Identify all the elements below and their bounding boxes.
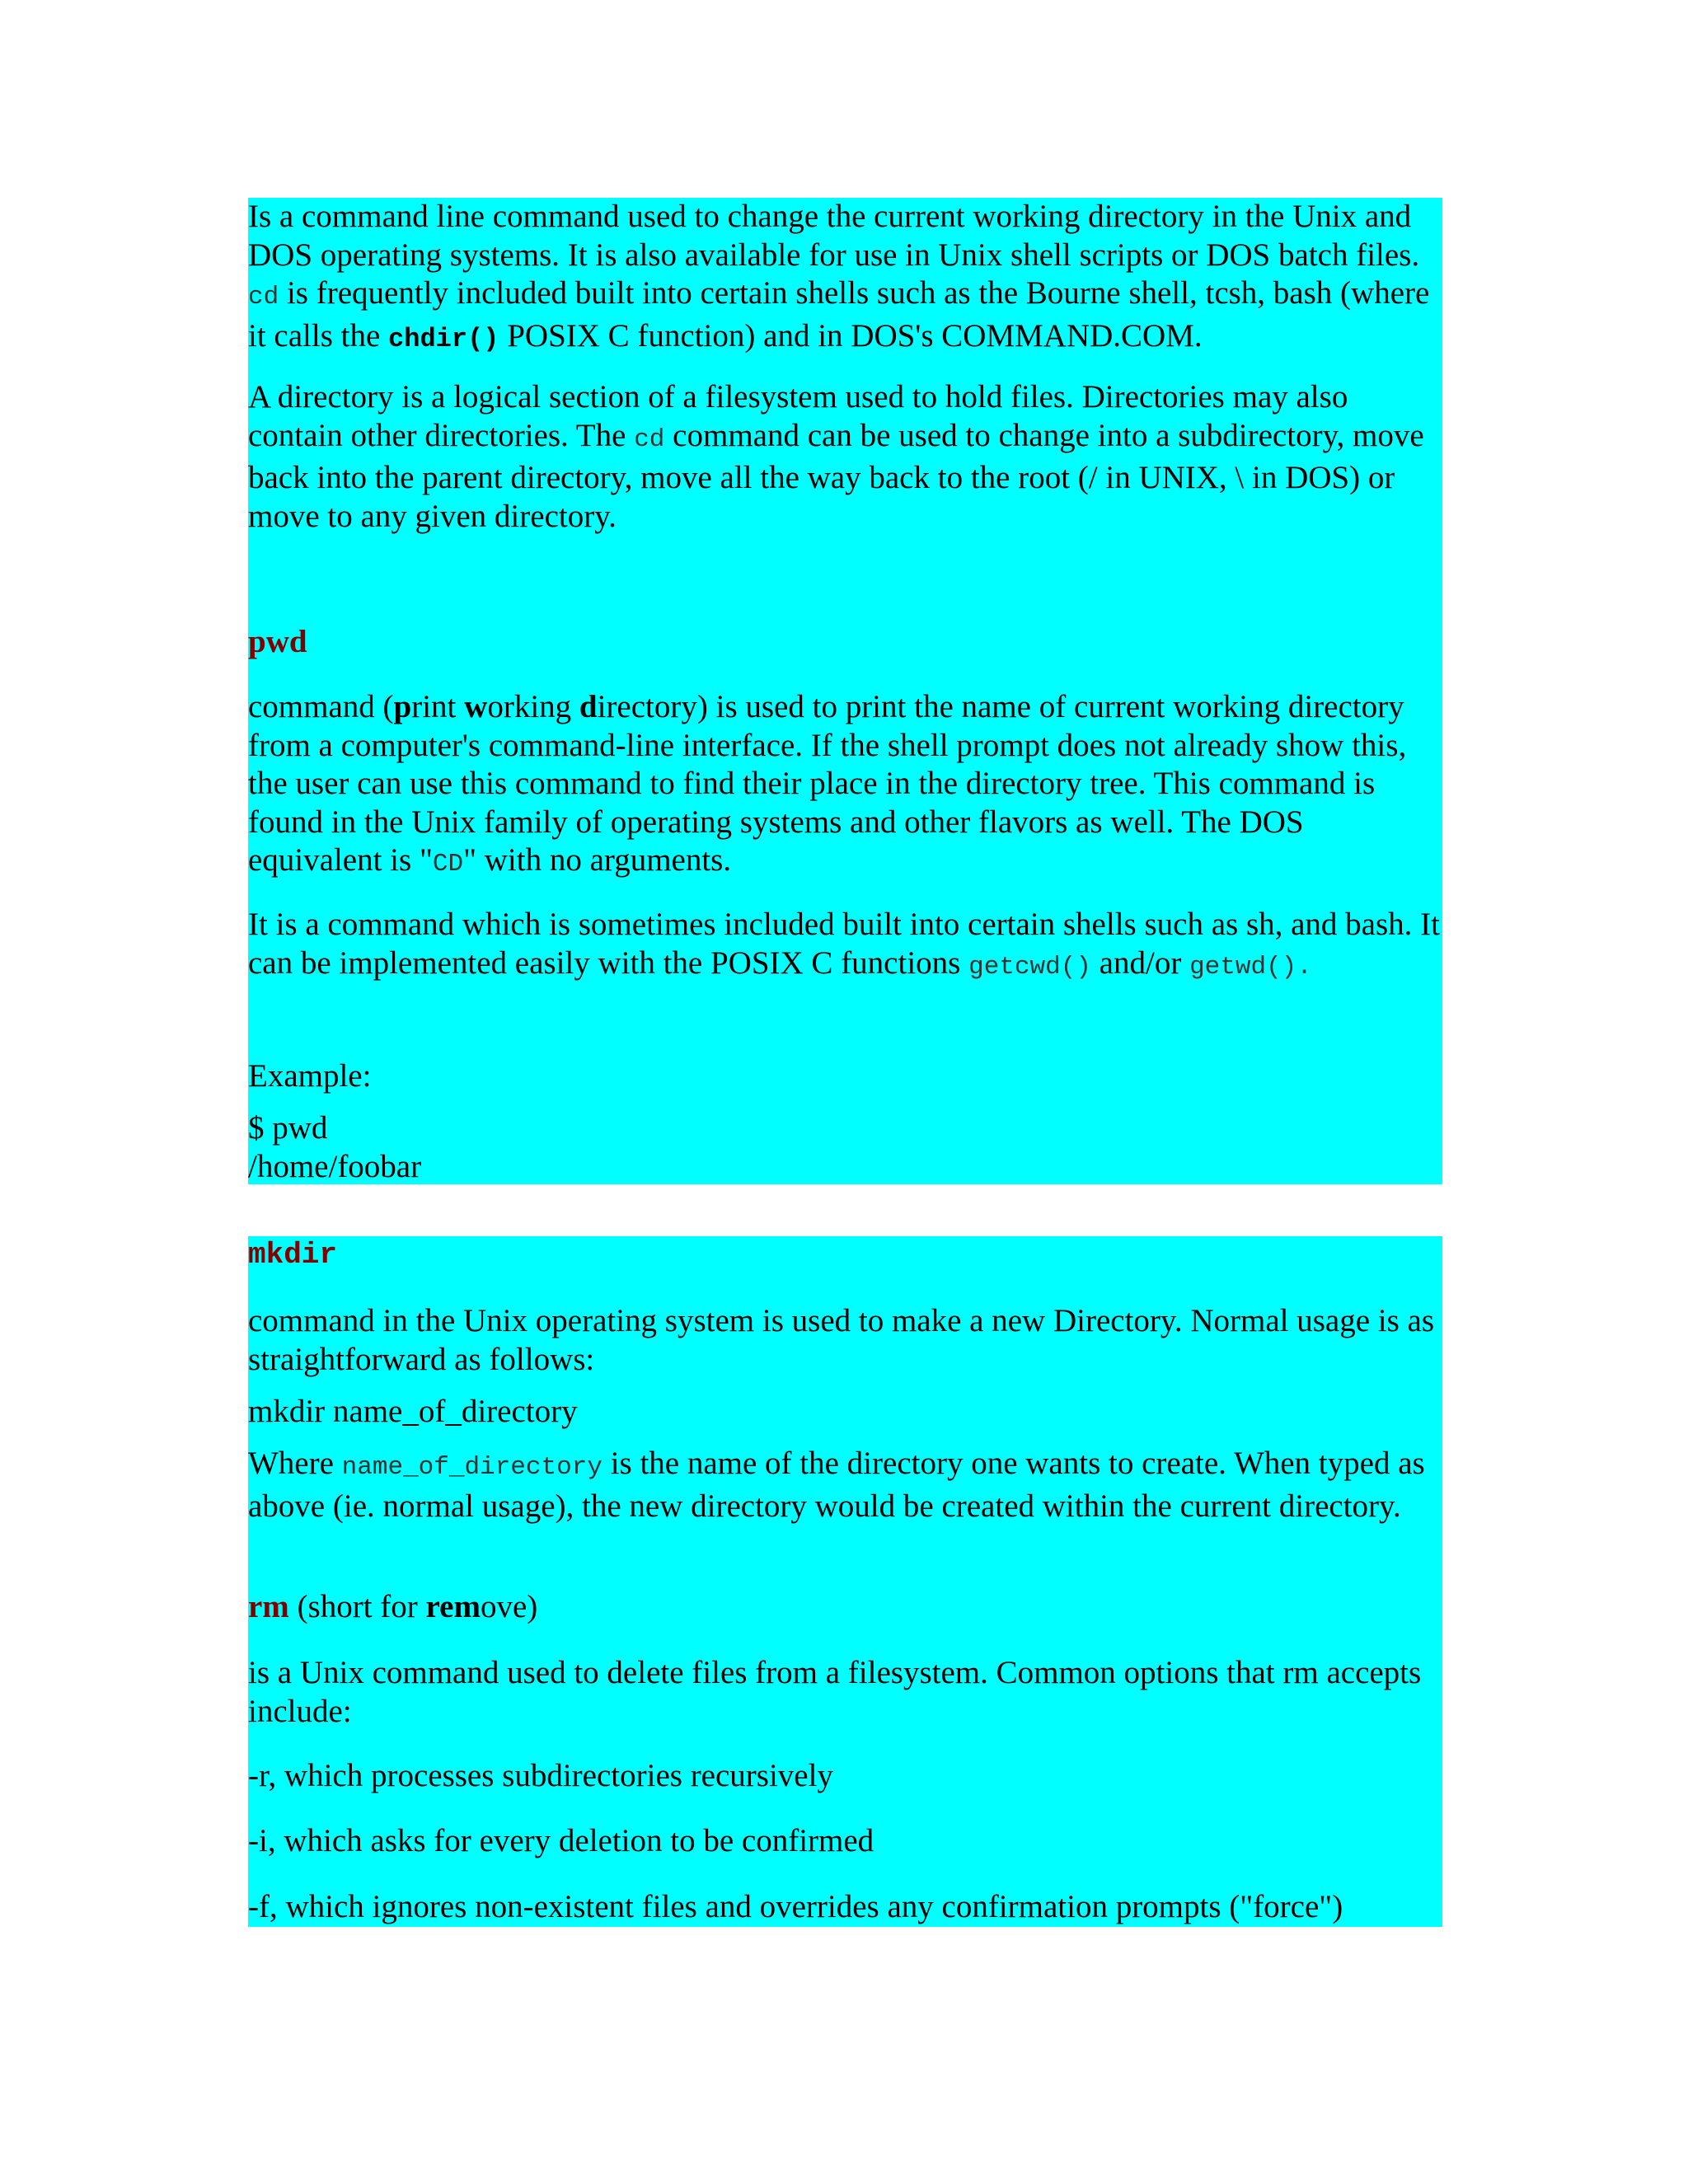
- mkdir-usage: mkdir name_of_directory: [248, 1394, 578, 1429]
- rm-option-i: -i, which asks for every deletion to be confirmed: [248, 1823, 874, 1858]
- cd-paragraph-2: A directory is a logical section of a filesystem used to hold files. Directories may also contain other directories. The cd command can be used to change into a subdirectory, move back into the parent directory, move all the way back to the root (/ in UNIX, \ in DOS) or move to any given directory.: [248, 379, 1424, 534]
- rm-heading: rm: [248, 1589, 289, 1624]
- pwd-paragraph-1: command (print working directory) is used to print the name of current working directory from a computer's command-line interface. If the shell prompt does not already show this, the user can use this command to find their place in the directory tree. This command is found in the Unix family of operating systems and other flavors as well. The DOS equivalent is "CD" with no arguments.: [248, 689, 1407, 879]
- cd-upper-code: CD: [432, 850, 464, 879]
- pwd-heading: pwd: [248, 624, 307, 659]
- rm-option-r: -r, which processes subdirectories recursively: [248, 1758, 833, 1793]
- rm-option-f: -f, which ignores non-existent files and overrides any confirmation prompts ("force"): [248, 1889, 1343, 1924]
- cd-pwd-section: [248, 198, 1442, 1184]
- chdir-code: chdir(): [388, 323, 499, 354]
- getcwd-code: getcwd(): [968, 952, 1091, 982]
- cd-paragraph-1: Is a command line command used to change the current working directory in the Unix and DOS operating systems. It is also available for use in Unix shell scripts or DOS batch files. cd is frequently included built into certain shells such as the Bourne shell, tcsh, bash (where it calls the chdir() POSIX C function) and in DOS's COMMAND.COM.: [248, 199, 1430, 354]
- rm-paragraph-1: is a Unix command used to delete files from a filesystem. Common options that rm accepts include:: [248, 1655, 1422, 1729]
- mkdir-paragraph-1: command in the Unix operating system is used to make a new Directory. Normal usage is as straightforward as follows:: [248, 1303, 1435, 1377]
- getwd-code: getwd().: [1189, 952, 1312, 982]
- pwd-example: [248, 1109, 421, 1186]
- example-command: $ pwd: [248, 1110, 328, 1146]
- name-of-directory-code: name_of_directory: [341, 1453, 603, 1482]
- example-label: Example:: [248, 1058, 372, 1094]
- rm-heading-line: rm (short for remove): [248, 1589, 538, 1624]
- cd-code: cd: [248, 283, 279, 312]
- example-output: /home/foobar: [248, 1148, 422, 1184]
- pwd-paragraph-2: It is a command which is sometimes included built into certain shells such as sh, and bash. It can be implemented easily with the POSIX C functions getcwd() and/or getwd().: [248, 907, 1440, 982]
- mkdir-rm-section: [248, 1236, 1442, 1927]
- mkdir-paragraph-2: Where name_of_directory is the name of the directory one wants to create. When typed as above (ie. normal usage), the new directory would be created within the current directory.: [248, 1446, 1425, 1524]
- cd-code: cd: [634, 424, 665, 454]
- mkdir-heading: mkdir: [248, 1238, 338, 1272]
